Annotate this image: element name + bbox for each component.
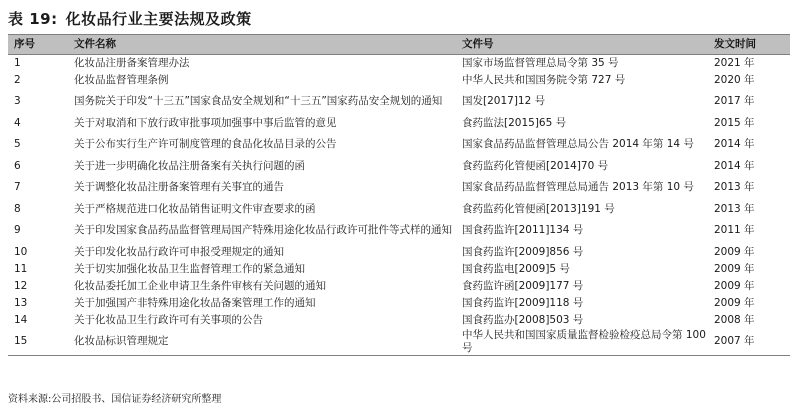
cell-date: 2014 年: [714, 159, 755, 172]
cell-doc: 国家食品药品监督管理总局公告 2014 年第 14 号: [462, 138, 694, 150]
table-title-text: 化妆品行业主要法规及政策: [65, 10, 252, 28]
cell-doc: 中华人民共和国国务院令第 727 号: [462, 73, 626, 86]
cell-name: 关于严格规范进口化妆品销售证明文件审查要求的函: [74, 202, 316, 215]
cell-name: 关于化妆品卫生行政许可有关事项的公告: [74, 313, 263, 326]
cell-date: 2013 年: [714, 181, 755, 193]
cell-doc: 国食药监许[2009]856 号: [462, 245, 584, 258]
cell-doc: 国食药监许[2011]134 号: [462, 224, 584, 236]
table-row: [8, 89, 790, 115]
source-note: 资料来源:公司招股书、国信证券经济研究所整理: [8, 394, 222, 405]
header-seq: 序号: [8, 35, 68, 55]
cell-date: 2011 年: [714, 224, 755, 236]
cell-doc: 食药监药化管便函[2014]70 号: [462, 159, 609, 172]
cell-doc: 国家市场监督管理总局令第 35 号: [462, 56, 619, 69]
cell-name: 关于印发化妆品行政许可申报受理规定的通知: [74, 245, 284, 258]
cell-date: 2013 年: [714, 202, 755, 215]
cell-doc: 食药监许函[2009]177 号: [462, 279, 584, 292]
cell-doc: 国家食品药品监督管理总局通告 2013 年第 10 号: [462, 181, 694, 193]
cell-doc: 国食药监许[2009]118 号: [462, 296, 584, 309]
cell-doc: 国食药监电[2009]5 号: [462, 262, 570, 275]
cell-seq: 13: [14, 296, 28, 309]
table-number: 表 19:: [8, 10, 58, 28]
cell-seq: 8: [14, 202, 21, 215]
cell-seq: 10: [14, 245, 28, 258]
table-row: [8, 158, 790, 175]
cell-date: 2009 年: [714, 245, 755, 258]
table-row: [8, 72, 790, 89]
cell-seq: 3: [14, 95, 21, 107]
cell-name: 关于加强国产非特殊用途化妆品备案管理工作的通知: [74, 296, 316, 309]
cell-name: 关于调整化妆品注册备案管理有关事宜的通告: [74, 181, 284, 193]
table-row: [8, 175, 790, 201]
cell-seq: 11: [14, 262, 28, 275]
cell-name: 化妆品注册备案管理办法: [74, 56, 190, 69]
table-row: [8, 132, 790, 158]
cell-name: 关于对取消和下放行政审批事项加强事中事后监管的意见: [74, 116, 337, 129]
table-row: [8, 244, 790, 261]
cell-seq: 1: [14, 56, 21, 69]
cell-seq: 4: [14, 116, 21, 129]
cell-name: 关于进一步明确化妆品注册备案有关执行问题的函: [74, 159, 305, 172]
cell-seq: 9: [14, 224, 21, 236]
cell-name: 国务院关于印发“十三五”国家食品安全规划和“十三五”国家药品安全规划的通知: [74, 95, 443, 107]
table-row: [8, 201, 790, 218]
cell-date: 2020 年: [714, 73, 755, 86]
table-row: [8, 295, 790, 312]
regulations-table: [8, 34, 790, 356]
cell-seq: 2: [14, 73, 21, 86]
cell-name: 化妆品标识管理规定: [68, 329, 456, 356]
table-row: [8, 329, 790, 356]
cell-doc: 食药监药化管便函[2013]191 号: [462, 202, 615, 215]
cell-date: 2014 年: [714, 138, 755, 150]
cell-name: 化妆品委托加工企业申请卫生条件审核有关问题的通知: [74, 279, 326, 292]
table-row: [8, 261, 790, 278]
cell-seq: 14: [14, 313, 28, 326]
cell-seq: 5: [14, 138, 21, 150]
cell-date: 2021 年: [714, 56, 755, 69]
cell-doc: 中华人民共和国国家质量监督检验检疫总局令第 100 号: [456, 329, 708, 356]
table-row: [8, 115, 790, 132]
cell-seq: 15: [8, 329, 68, 356]
table-row: [8, 55, 790, 72]
header-name: 文件名称: [68, 35, 456, 55]
table-row: [8, 218, 790, 244]
cell-seq: 7: [14, 181, 21, 193]
header-date: 发文时间: [708, 35, 790, 55]
cell-date: 2017 年: [714, 95, 755, 107]
table-title: [8, 8, 252, 30]
cell-doc: 国食药监办[2008]503 号: [462, 313, 584, 326]
cell-date: 2008 年: [714, 313, 755, 326]
cell-name: 化妆品监督管理条例: [74, 73, 169, 86]
table-row: [8, 278, 790, 295]
cell-date: 2009 年: [714, 262, 755, 275]
cell-name: 关于切实加强化妆品卫生监督管理工作的紧急通知: [74, 262, 305, 275]
cell-date: 2015 年: [714, 116, 755, 129]
table-row: [8, 312, 790, 329]
cell-seq: 6: [14, 159, 21, 172]
cell-date: 2007 年: [708, 329, 790, 356]
cell-name: 关于公布实行生产许可制度管理的食品化妆品目录的公告: [74, 138, 337, 150]
table-header-row: [8, 35, 790, 55]
header-doc: 文件号: [456, 35, 708, 55]
cell-doc: 国发[2017]12 号: [462, 95, 546, 107]
cell-name: 关于印发国家食品药品监督管理局国产特殊用途化妆品行政许可批件等式样的通知: [74, 224, 452, 236]
cell-date: 2009 年: [714, 296, 755, 309]
cell-doc: 食药监法[2015]65 号: [462, 116, 567, 129]
cell-date: 2009 年: [714, 279, 755, 292]
cell-seq: 12: [14, 279, 28, 292]
